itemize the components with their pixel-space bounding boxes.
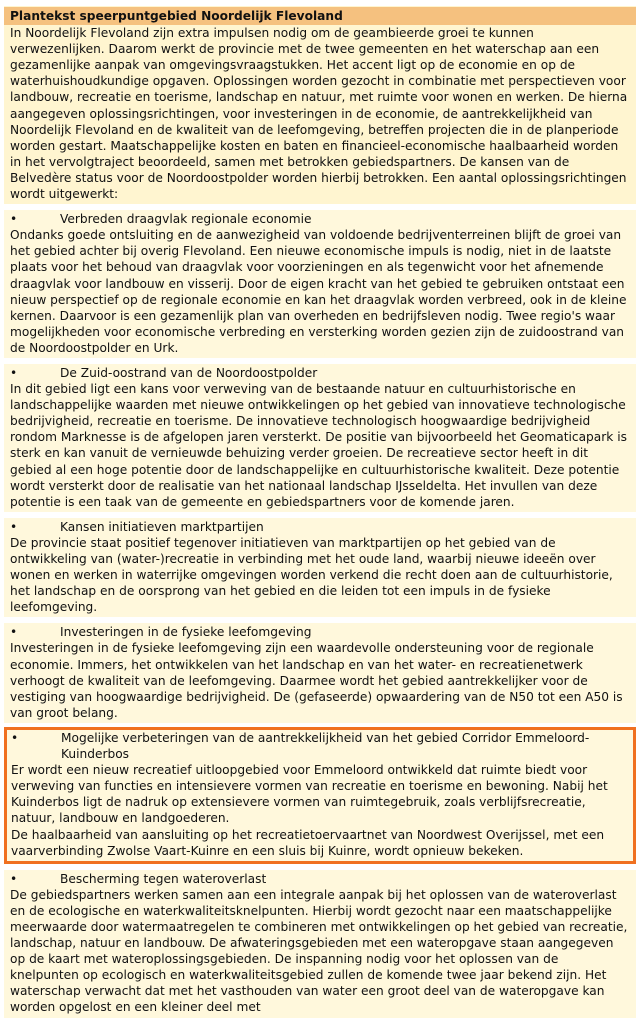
section-heading xyxy=(10,519,630,535)
section-heading-text: Verbreden draagvlak regionale economie xyxy=(60,212,312,227)
section-heading xyxy=(11,730,629,762)
section-paragraph: Er wordt een nieuw recreatief uitloopgebied voor Emmeloord ontwikkeld dat ruimte biedt voor verweving van functies en intensievere vormen van recreatie en toerisme en bewoning. Nabij het Kuinderbos ligt de nadruk op extensievere vormen van ruimtegebruik, zoals verblijfsrecreatie, natuur, landbouw en landgoederen. xyxy=(11,763,608,826)
section-heading xyxy=(10,871,630,887)
section-heading-text: Mogelijke verbeteringen van de aantrekkelijkheid van het gebied Corridor Emmeloord-Kuinderbos xyxy=(61,730,590,762)
section-paragraph: De provincie staat positief tegenover initiatieven van marktpartijen op het gebied van de ontwikkeling van (water-)recreatie in verbinding met het oude land, waarbij nieuwe ideeën over wonen en werken in waterrijke omgevingen worden verkend die recht doen aan de cultuurhistorie, het landschap en de oorsprong van het gebied en die leiden tot een impuls in de fysieke leefomgeving. xyxy=(10,535,613,615)
section-heading-text: Bescherming tegen wateroverlast xyxy=(60,871,267,886)
section-paragraph: De haalbaarheid van aansluiting op het recreatietoervaartnet van Noordwest Overijssel, met een vaarverbinding Zwolse Vaart-Kuinre en een sluis bij Kuinre, wordt opnieuw bekeken. xyxy=(11,827,605,858)
bullet-icon: • xyxy=(10,871,18,886)
section-paragraph: De gebiedspartners werken samen aan een integrale aanpak bij het oplossen van de wateroverlast en de ecologische en waterkwaliteitsknelpunten. Hierbij wordt gezocht naar een maatschappelijke meerwaarde door watermaatregelen te combineren met ontwikkelingen op het gebied van recreatie, landschap, natuur en landbouw. De afwateringsgebieden met een wateropgave staan aangegeven op de kaart met wateroplossingsgebieden. De inspanning nodig voor het oplossen van de knelpunten op ecologisch en waterkwaliteitsgebied zullen de komende twee jaar bekend zijn. Het waterschap verwacht dat met het vasthouden van water een groot deel van de wateropgave kan worden opgelost en een kleiner deel met xyxy=(10,887,628,1015)
section-paragraph: Ondanks goede ontsluiting en de aanwezigheid van voldoende bedrijventerreinen blijft de groei van het gebied achter bij overig Flevoland. Een nieuwe economische impuls is nodig, niet in de laatste plaats voor het behoud van draagvlak voor voorzieningen en als tegenwicht voor het afnemende draagvlak voor landbouw en visserij. Door de eigen kracht van het gebied te gebruiken ontstaat een nieuw perspectief op de regionale economie en kan het draagvlak worden verbreed, ook in de kleine kernen. Daarvoor is een gezamenlijk plan van overheden en bedrijfsleven nodig. Twee regio's waar mogelijkheden voor economische verbreding en versterking worden gezien zijn de zuidoostrand van de Noordoostpolder en Urk. xyxy=(10,228,627,355)
section-heading-text: De Zuid-oostrand van de Noordoostpolder xyxy=(60,365,318,380)
section-paragraph: In dit gebied ligt een kans voor verweving van de bestaande natuur en cultuurhistorische en landschappelijke waarden met nieuwe ontwikkelingen op het gebied van innovatieve technologische bedrijvigheid, recreatie en toerisme. De innovatieve technologisch hoogwaardige bedrijvigheid rondom Marknesse is de afgelopen jaren versterkt. De positie van bijvoorbeeld het Geomaticapark is sterk en kan vanuit de vernieuwde behuizing verder groeien. De recreatieve sector heeft in dit gebied al een hoge potentie door de landschappelijke en cultuurhistorische kwaliteit. Deze potentie wordt versterkt door de realisatie van het nationaal landschap IJsseldelta. Het invullen van deze potentie is een taak van de gemeente en gebiedspartners voor de komende jaren. xyxy=(10,382,627,509)
bullet-icon: • xyxy=(10,212,18,227)
section-heading xyxy=(10,624,630,640)
intro-block xyxy=(4,4,636,204)
section-heading-text: Investeringen in de fysieke leefomgeving xyxy=(60,625,312,640)
section-leefomgeving xyxy=(4,621,636,723)
intro-text: In Noordelijk Flevoland zijn extra impulsen nodig om de geambieerde groei te kunnen verwezenlijken. Daarom werkt de provincie met de twee gemeenten en het waterschap aan een gezamenlijke aanpak van omgevingsvraagstukken. Het accent ligt op de economie en op de waterhuishoudkundige opgaven. Oplossingen worden gezocht in combinatie met perspectieven voor landbouw, recreatie en toerisme, landschap en natuur, met ruimte voor wonen en werken. De hierna aangegeven oplossingsrichtingen, voor investeringen in de economie, de aantrekkelijkheid van Noordelijk Flevoland en de kwaliteit van de leefomgeving, betreffen projecten die in de planperiode worden gestart. Maatschappelijke kosten en baten en financieel-economische haalbaarheid worden in het vervolgtraject beoordeeld, samen met betrokken gebiedspartners. De kansen van de Belvedère status voor de Noordoostpolder worden hierbij betrokken. Een aantal oplossingsrichtingen wordt uitgewerkt: xyxy=(10,26,628,202)
section-economie xyxy=(4,208,636,358)
bullet-icon: • xyxy=(10,365,18,380)
section-heading xyxy=(10,365,630,381)
bullet-icon: • xyxy=(10,519,18,534)
document-page xyxy=(4,4,636,1022)
section-marktpartijen xyxy=(4,516,636,618)
section-heading xyxy=(10,211,630,227)
section-paragraph: Investeringen in de fysieke leefomgeving zijn een waardevolle ondersteuning voor de regionale economie. Immers, het ontwikkelen van het landschap en van het water- en recreatienetwerk verhoogt de kwaliteit van de leefomgeving. Daarmee wordt het gebied aantrekkelijker voor de vestiging van hoogwaardige bedrijvigheid. De (gefaseerde) opwaardering van de N50 tot een A50 is van groot belang. xyxy=(10,641,623,720)
section-wateroverlast xyxy=(4,868,636,1018)
section-corridor-highlighted xyxy=(4,727,636,864)
bullet-icon: • xyxy=(11,730,19,745)
page-title: Plantekst speerpuntgebied Noordelijk Flevoland xyxy=(4,7,636,25)
bullet-icon: • xyxy=(10,625,18,640)
section-zuidoostrand xyxy=(4,362,636,512)
section-heading-text: Kansen initiatieven marktpartijen xyxy=(60,519,264,534)
